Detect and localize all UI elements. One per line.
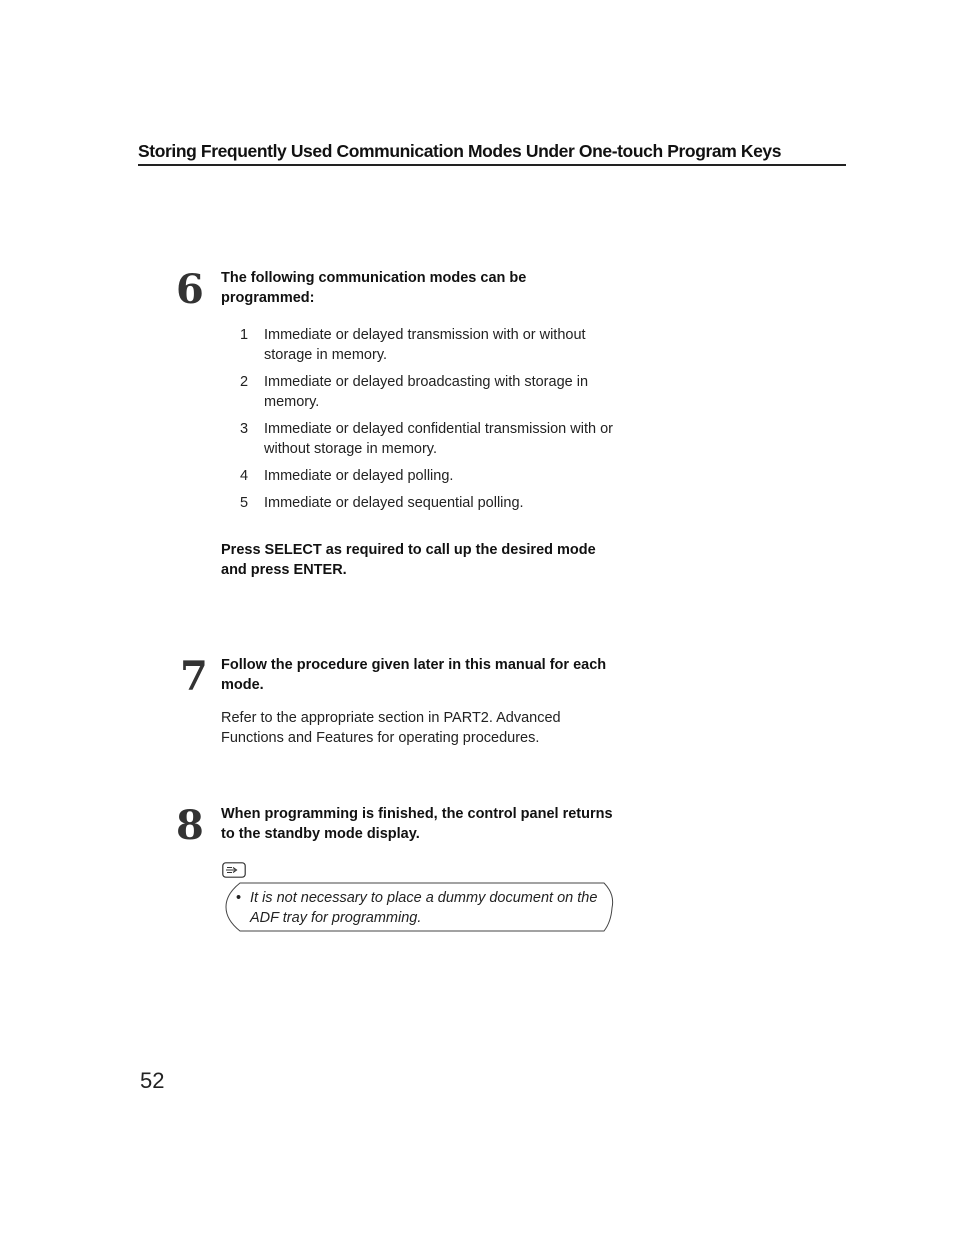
list-item-number: 3 bbox=[240, 421, 249, 437]
list-item-text: Immediate or delayed transmission with or without storage in memory. bbox=[264, 327, 586, 363]
step-8-number: 8 bbox=[176, 802, 204, 849]
step-7-title: Follow the procedure given later in this manual for each mode. bbox=[221, 657, 607, 693]
list-item bbox=[238, 372, 618, 412]
list-item-text: Immediate or delayed confidential transmission with or without storage in memory. bbox=[264, 421, 613, 457]
step-6-number: 6 bbox=[176, 266, 204, 313]
list-item bbox=[238, 466, 618, 486]
step-7-body: Refer to the appropriate section in PART2. Advanced Functions and Features for operating procedures. bbox=[221, 710, 561, 746]
list-item-number: 5 bbox=[240, 495, 249, 511]
list-item-text: Immediate or delayed broadcasting with storage in memory. bbox=[264, 374, 589, 410]
list-item bbox=[238, 325, 618, 365]
note-content: It is not necessary to place a dummy document on the ADF tray for programming. bbox=[250, 890, 598, 926]
step-6-title: The following communication modes can be programmed: bbox=[221, 270, 527, 306]
list-item bbox=[238, 419, 618, 459]
header-rule bbox=[138, 164, 846, 166]
pointing-hand-icon bbox=[222, 862, 246, 878]
list-item-text: Immediate or delayed sequential polling. bbox=[264, 495, 524, 511]
list-item-number: 1 bbox=[240, 327, 249, 343]
list-item-text: Immediate or delayed polling. bbox=[264, 468, 454, 484]
note-bullet: • bbox=[236, 890, 242, 906]
list-item-number: 2 bbox=[240, 374, 249, 390]
page-number: 52 bbox=[140, 1068, 165, 1093]
note-text bbox=[236, 888, 606, 928]
list-item bbox=[238, 493, 618, 513]
page-header-title: Storing Frequently Used Communication Modes Under One-touch Program Keys bbox=[138, 141, 782, 161]
step-6-instruction: Press SELECT as required to call up the desired mode and press ENTER. bbox=[221, 542, 596, 578]
list-item-number: 4 bbox=[240, 468, 249, 484]
communication-modes-list bbox=[238, 325, 618, 520]
step-7-number: 7 bbox=[180, 653, 208, 700]
step-8-title: When programming is finished, the control panel returns to the standby mode display. bbox=[221, 806, 613, 842]
